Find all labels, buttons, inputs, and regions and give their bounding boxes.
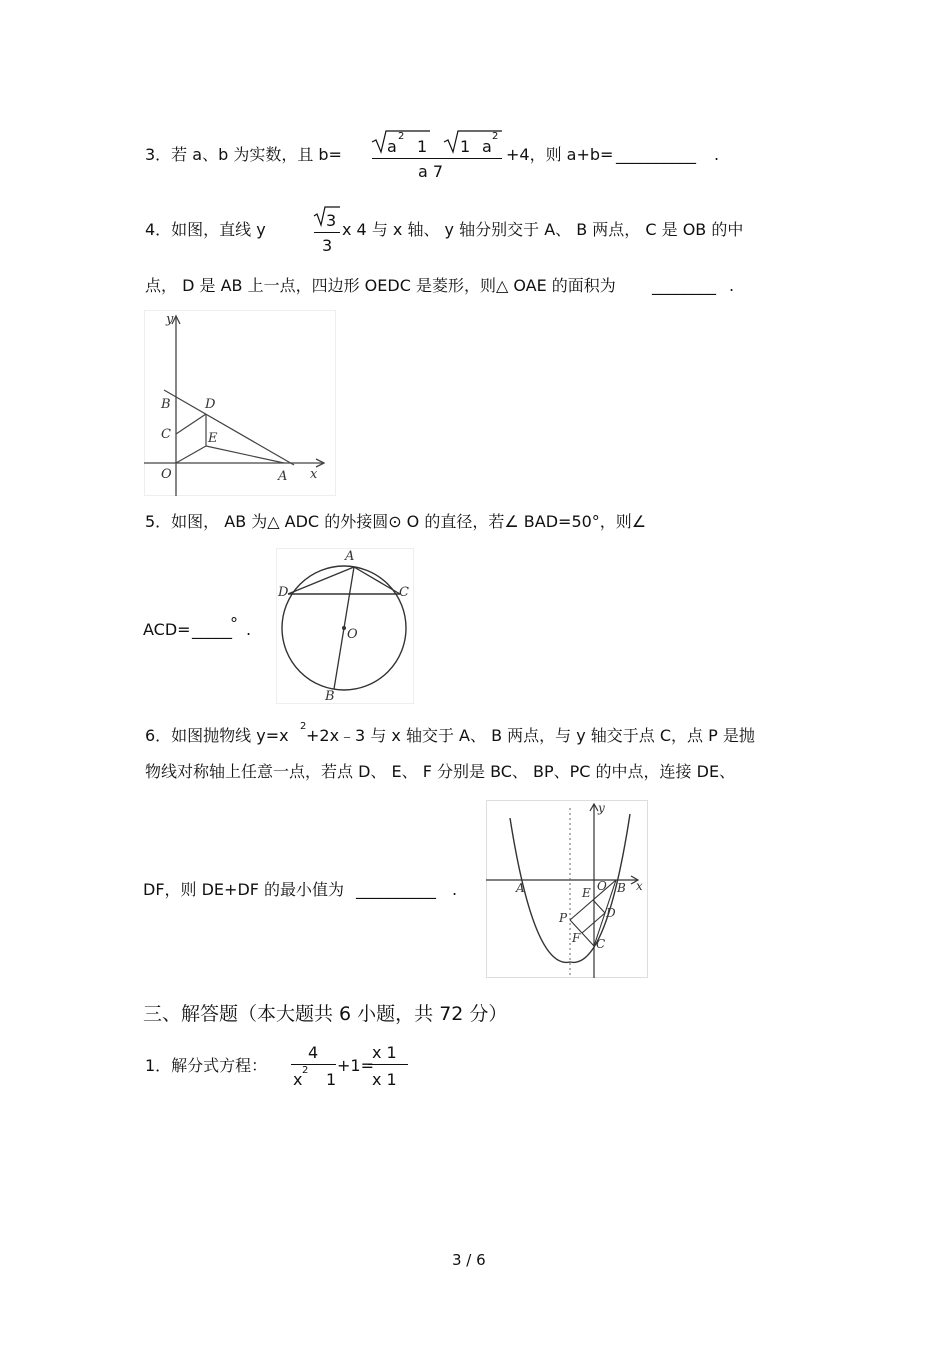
q6-line1: 6．如图抛物线 y=x [145, 726, 289, 745]
s1-f1-num: 4 [308, 1043, 319, 1062]
q4-label-x: x [310, 467, 318, 482]
q6-line2: 物线对称轴上任意一点，若点 D、 E、 F 分别是 BC、 BP、PC 的中点，连接 DE、 [145, 762, 736, 781]
q5-unit: ° [230, 614, 238, 633]
s1-f1-bar [291, 1064, 336, 1065]
q6-figure-svg [486, 800, 648, 978]
s1-f2-num: x 1 [372, 1043, 397, 1062]
q4-end: . [729, 276, 735, 295]
q3-prefix: 3．若 a、b 为实数，且 b= [145, 145, 342, 164]
q5-label-c: C [399, 585, 409, 600]
q4-line2: 点， D 是 AB 上一点，四边形 OEDC 是菱形，则△ OAE 的面积为 [145, 276, 616, 295]
q6-label-o: O [597, 879, 607, 893]
q6-label-b: B [617, 881, 626, 895]
q5-figure-svg [276, 548, 414, 704]
q3-denominator: a 7 [418, 162, 444, 181]
q5-label-b: B [325, 689, 335, 704]
q3-fraction-bar [372, 158, 502, 159]
q6-label-p: P [559, 911, 568, 925]
q4-figure [144, 310, 336, 496]
q6-sup: 2 [300, 721, 307, 732]
q6-label-x: x [636, 879, 643, 893]
q5-label-a: A [345, 549, 355, 564]
q3-num-a-sup: 2 [398, 131, 405, 142]
q6-label-c: C [596, 937, 606, 951]
q5-label-o: O [347, 627, 358, 642]
q5-label-d: D [278, 585, 289, 600]
q4-prefix: 4．如图，直线 y [145, 220, 266, 239]
q3-end: . [714, 145, 720, 164]
q4-fraction-bar [314, 232, 340, 233]
q4-figure-svg [144, 310, 336, 496]
q4-frac-den: 3 [322, 236, 333, 255]
q5-end: . [246, 620, 252, 639]
q3-num-a2-sup: 2 [492, 131, 499, 142]
q4-label-d: D [205, 397, 216, 412]
q4-label-y: y [166, 312, 174, 327]
q3-num-1b: 1 [460, 137, 471, 156]
s1-f2-den: x 1 [372, 1070, 397, 1089]
q3-num-a: a [387, 137, 397, 156]
q4-middle: x 4 与 x 轴、 y 轴分别交于 A、 B 两点， C 是 OB 的中 [342, 220, 744, 239]
s1-f1-den-sup: 2 [302, 1065, 309, 1076]
q4-label-o: O [161, 467, 172, 482]
q5-line2: ACD= [143, 620, 191, 639]
s1-f1-den-x: x [293, 1070, 303, 1089]
q6-line1b: +2x﹣3 与 x 轴交于 A、 B 两点，与 y 轴交于点 C，点 P 是抛 [306, 726, 755, 745]
section-three-heading: 三、解答题（本大题共 6 小题，共 72 分） [143, 1003, 508, 1025]
q4-label-a: A [278, 469, 288, 484]
q4-line-ab [164, 390, 294, 465]
q5-line1: 5．如图， AB 为△ ADC 的外接圆⊙ O 的直径，若∠ BAD=50°，则∠ [145, 512, 647, 531]
q4-label-e: E [208, 431, 218, 446]
s1-f2-bar [368, 1064, 408, 1065]
q6-answer-blank[interactable]: __________ [356, 880, 436, 899]
q3-answer-blank[interactable]: __________ [616, 145, 696, 164]
q4-label-c: C [161, 427, 171, 442]
q6-label-e: E [582, 886, 591, 900]
s1-prefix: 1．解分式方程： [145, 1056, 268, 1075]
page-number: 3 / 6 [452, 1251, 486, 1269]
q5-center-dot [342, 626, 346, 630]
q6-figure [486, 800, 648, 978]
q4-frac-num: 3 [326, 211, 337, 230]
q4-label-b: B [161, 397, 171, 412]
q6-label-d: D [606, 906, 616, 920]
q6-label-f: F [572, 931, 581, 945]
s1-f1-den-1: 1 [326, 1070, 337, 1089]
q5-answer-blank[interactable]: _____ [192, 620, 232, 639]
q6-line3: DF，则 DE+DF 的最小值为 [143, 880, 345, 899]
q3-num-1: 1 [417, 137, 428, 156]
s1-plus: +1= [337, 1056, 374, 1075]
q6-label-a: A [516, 881, 525, 895]
q6-end: . [452, 880, 458, 899]
q4-answer-blank[interactable]: ________ [652, 276, 716, 295]
q5-figure [276, 548, 414, 704]
q3-suffix: +4，则 a+b= [506, 145, 614, 164]
q3-num-a2: a [482, 137, 492, 156]
q6-label-y: y [598, 801, 605, 815]
